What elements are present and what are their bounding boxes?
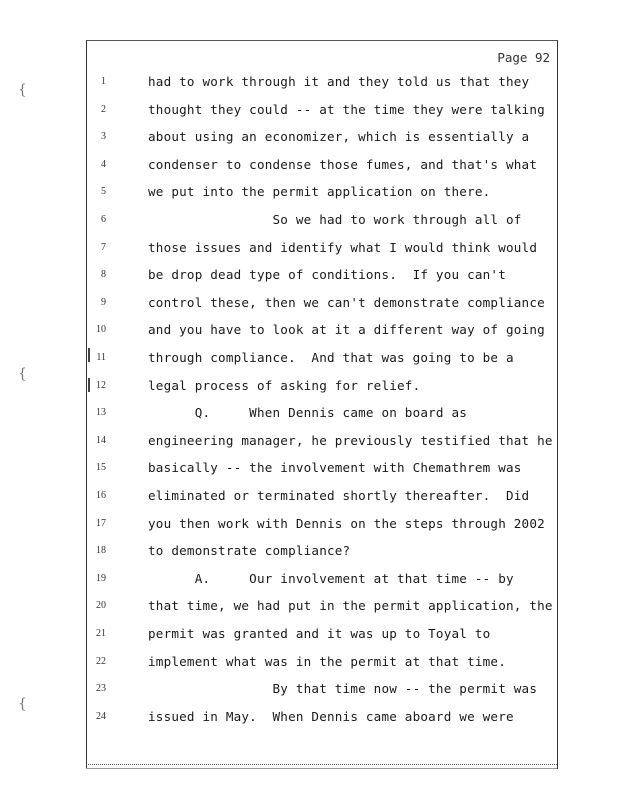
- line-number: 23: [96, 683, 106, 695]
- line-text: A. Our involvement at that time -- by: [148, 570, 514, 586]
- line-number: 12: [96, 379, 106, 391]
- transcript-line: [0, 374, 618, 402]
- line-number: 3: [101, 131, 106, 143]
- line-text: legal process of asking for relief.: [148, 377, 421, 393]
- transcript-line: [0, 456, 618, 484]
- line-text: By that time now -- the permit was: [148, 681, 538, 697]
- transcript-line: [0, 429, 618, 457]
- transcript-line: [0, 208, 618, 236]
- page-number: Page 92: [497, 50, 550, 65]
- bottom-rule-2: [86, 768, 557, 769]
- line-text: about using an economizer, which is essentially a: [148, 129, 530, 145]
- transcript-line: [0, 291, 618, 319]
- transcript-line: [0, 346, 618, 374]
- transcript-line: [0, 650, 618, 678]
- transcript-line: [0, 236, 618, 264]
- transcript-line: [0, 512, 618, 540]
- bottom-rule: [86, 764, 557, 765]
- transcript-line: [0, 98, 618, 126]
- transcript-line: [0, 594, 618, 622]
- line-text: to demonstrate compliance?: [148, 543, 351, 559]
- line-text: be drop dead type of conditions. If you can't: [148, 267, 506, 283]
- line-text: and you have to look at it a different way of going: [148, 322, 545, 338]
- margin-mark: {: [18, 696, 27, 712]
- transcript-line: [0, 567, 618, 595]
- line-number: 14: [96, 434, 106, 446]
- line-text: So we had to work through all of: [148, 212, 522, 227]
- line-number: 15: [96, 462, 106, 474]
- line-text: you then work with Dennis on the steps through 2002: [148, 515, 545, 531]
- transcript-line: [0, 153, 618, 181]
- line-number: 24: [96, 710, 106, 722]
- line-text: implement what was in the permit at that time.: [148, 653, 506, 669]
- line-number: 20: [96, 600, 106, 612]
- transcript-line: [0, 318, 618, 346]
- line-text: had to work through it and they told us that they: [148, 74, 530, 89]
- line-text: we put into the permit application on there.: [148, 184, 491, 200]
- line-number: 19: [96, 572, 106, 584]
- margin-mark: {: [18, 366, 27, 382]
- line-number: 9: [101, 296, 106, 308]
- line-number: 6: [101, 214, 106, 225]
- line-text: that time, we had put in the permit application, the: [148, 598, 553, 614]
- transcript-line: [0, 539, 618, 567]
- line-text: basically -- the involvement with Chemathrem was: [148, 460, 522, 476]
- line-text: engineering manager, he previously testified that he: [148, 432, 553, 448]
- line-text: issued in May. When Dennis came aboard we were: [148, 708, 514, 724]
- line-number: 13: [96, 407, 106, 419]
- transcript-line: [0, 180, 618, 208]
- line-number: 8: [101, 269, 106, 281]
- transcript-line: [0, 677, 618, 705]
- line-number: 17: [96, 517, 106, 529]
- line-number: 4: [101, 158, 106, 170]
- line-text: through compliance. And that was going to be a: [148, 350, 514, 365]
- line-number: 7: [101, 241, 106, 253]
- line-number: 21: [96, 628, 106, 639]
- line-number: 5: [101, 186, 106, 198]
- line-text: those issues and identify what I would think would: [148, 239, 538, 255]
- line-number: 1: [101, 76, 106, 87]
- line-number: 2: [101, 103, 106, 115]
- line-number: 22: [96, 655, 106, 667]
- line-text: condenser to condense those fumes, and that's what: [148, 156, 538, 172]
- transcript-line: [0, 705, 618, 733]
- line-text: control these, then we can't demonstrate compliance: [148, 294, 545, 310]
- transcript-line: [0, 70, 618, 98]
- transcript-line: [0, 622, 618, 650]
- line-number: 18: [96, 545, 106, 557]
- transcript-line: [0, 401, 618, 429]
- transcript-line: [0, 484, 618, 512]
- line-text: permit was granted and it was up to Toyal to: [148, 626, 491, 641]
- margin-mark: {: [18, 82, 27, 98]
- line-text: Q. When Dennis came on board as: [148, 405, 468, 421]
- line-number: 10: [96, 324, 106, 336]
- line-text: thought they could -- at the time they were talking: [148, 101, 545, 117]
- transcript-line: [0, 125, 618, 153]
- line-text: eliminated or terminated shortly thereafter. Did: [148, 488, 530, 503]
- transcript-line: [0, 263, 618, 291]
- line-number: 11: [96, 352, 106, 363]
- line-number: 16: [96, 490, 106, 501]
